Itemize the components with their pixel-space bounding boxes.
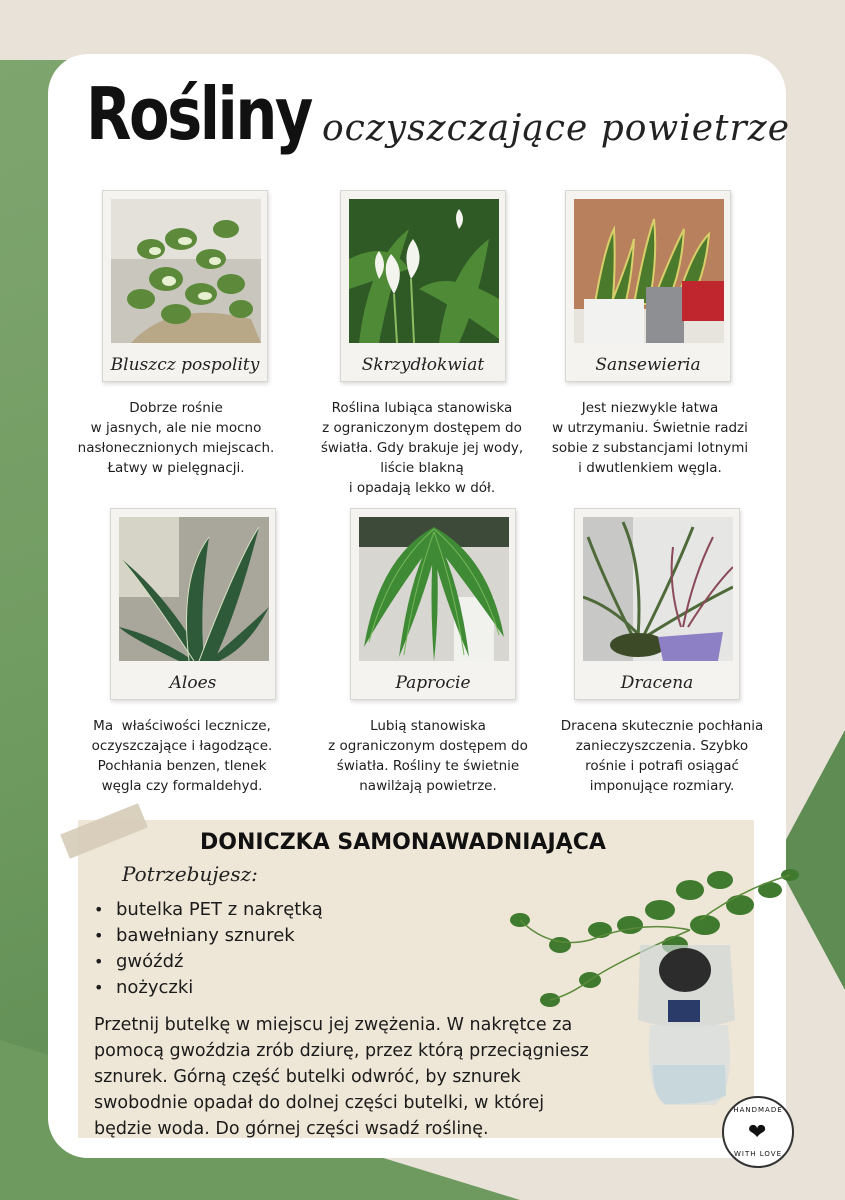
- desc-line: Łatwy w pielęgnacji.: [107, 460, 245, 476]
- aloe-caption: Aloes: [169, 673, 217, 693]
- handmade-badge: [722, 1096, 794, 1168]
- list-item: • nożyczki: [94, 975, 323, 1001]
- dracena-caption: Dracena: [620, 673, 694, 693]
- instruction-line: będzie woda. Do górnej części wsadź roślinę.: [94, 1119, 489, 1139]
- ivy-photo: [111, 199, 261, 343]
- list-item: • butelka PET z nakrętką: [94, 897, 323, 923]
- dracena-photo: [583, 517, 733, 661]
- instruction-line: pomocą gwoździa zrób dziurę, przez którą przeciągniesz: [94, 1041, 589, 1061]
- ivy-caption: Bluszcz pospolity: [110, 355, 260, 375]
- aloe-photo: [119, 517, 269, 661]
- pot-section-title: DONICZKA SAMONAWADNIAJĄCA: [200, 830, 606, 855]
- desc-line: nasłonecznionych miejscach.: [77, 440, 275, 456]
- desc-line: węgla czy formaldehyd.: [101, 778, 263, 794]
- polaroid-dracena: [574, 508, 740, 700]
- desc-line: w jasnych, ale nie mocno: [90, 420, 262, 436]
- desc-line: Roślina lubiąca stanowiska: [331, 400, 513, 416]
- desc-line: rośnie i potrafi osiągać: [585, 758, 739, 774]
- desc-line: Pochłania benzen, tlenek: [97, 758, 267, 774]
- desc-line: i opadają lekko w dół.: [348, 480, 496, 496]
- polaroid-sansevieria: [565, 190, 731, 382]
- bottle-plant-illustration: [490, 850, 800, 1120]
- polaroid-fern: [350, 508, 516, 700]
- sansevieria-caption: Sansewieria: [595, 355, 701, 375]
- desc-line: Jest niezwykle łatwa: [581, 400, 719, 416]
- ivy-description: [56, 398, 296, 478]
- polaroid-peace-lily: [340, 190, 506, 382]
- aloe-description: [62, 716, 302, 796]
- needs-label: Potrzebujesz:: [122, 862, 258, 886]
- desc-line: liście blakną: [380, 460, 464, 476]
- desc-line: sobie z substancjami lotnymi: [551, 440, 749, 456]
- badge-top-text: HANDMADE: [733, 1106, 783, 1114]
- desc-line: i dwutlenkiem węgla.: [578, 460, 722, 476]
- fern-photo: [359, 517, 509, 661]
- page-title: Rośliny: [86, 72, 311, 156]
- desc-line: Dracena skutecznie pochłania: [560, 718, 764, 734]
- desc-line: światła. Rośliny te świetnie: [336, 758, 520, 774]
- list-item: • gwóźdź: [94, 949, 323, 975]
- desc-line: nawilżają powietrze.: [359, 778, 497, 794]
- page-subtitle: oczyszczające powietrze: [322, 108, 791, 149]
- desc-line: światła. Gdy brakuje jej wody,: [320, 440, 524, 456]
- desc-line: Dobrze rośnie: [129, 400, 223, 416]
- instruction-line: sznurek. Górną część butelki odwróć, by sznurek: [94, 1067, 521, 1087]
- desc-line: Lubią stanowiska: [370, 718, 486, 734]
- sansevieria-photo: [574, 199, 724, 343]
- list-item: • bawełniany sznurek: [94, 923, 323, 949]
- fern-caption: Paprocie: [395, 673, 471, 693]
- heart-icon: ❤: [748, 1120, 767, 1145]
- desc-line: z ograniczonym dostępem do: [322, 420, 522, 436]
- polaroid-aloe: [110, 508, 276, 700]
- badge-bottom-text: WITH LOVE: [734, 1150, 782, 1158]
- desc-line: Ma właściwości lecznicze,: [93, 718, 271, 734]
- peace-lily-photo: [349, 199, 499, 343]
- dracena-description: [542, 716, 782, 796]
- instruction-line: Przetnij butelkę w miejscu jej zwężenia. W nakrętce za: [94, 1015, 573, 1035]
- peace-lily-description: [302, 398, 542, 498]
- instruction-line: swobodnie opadał do dolnej części butelki, w której: [94, 1093, 545, 1113]
- desc-line: w utrzymaniu. Świetnie radzi: [552, 420, 748, 436]
- desc-line: oczyszczające i łagodzące.: [91, 738, 273, 754]
- materials-list: [94, 897, 323, 1001]
- desc-line: zanieczyszczenia. Szybko: [575, 738, 749, 754]
- desc-line: imponujące rozmiary.: [589, 778, 735, 794]
- peace-lily-caption: Skrzydłokwiat: [361, 355, 485, 375]
- polaroid-ivy: [102, 190, 268, 382]
- desc-line: z ograniczonym dostępem do: [328, 738, 528, 754]
- sansevieria-description: [530, 398, 770, 478]
- fern-description: [308, 716, 548, 796]
